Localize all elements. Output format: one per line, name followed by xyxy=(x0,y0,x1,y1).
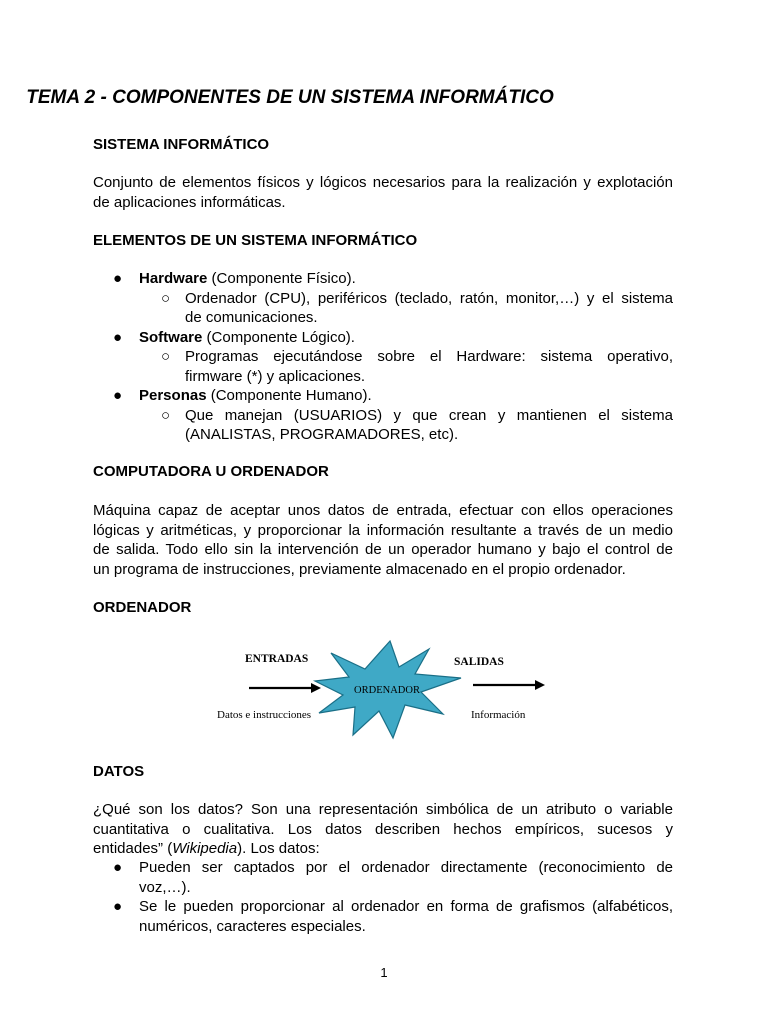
elements-list xyxy=(93,269,673,445)
list-item-line: voz,…). xyxy=(139,878,191,896)
heading-computadora: COMPUTADORA U ORDENADOR xyxy=(93,463,329,480)
circle-bullet-icon: ○ xyxy=(161,406,171,424)
term-personas: Personas xyxy=(139,387,207,404)
page-number: 1 xyxy=(380,965,388,980)
term-description: (Componente Lógico). xyxy=(202,328,355,346)
sub-item-line: Que manejan (USUARIOS) y que crean y mantienen el sistema xyxy=(185,406,673,424)
sub-item-line: Programas ejecutándose sobre el Hardware: sistema operativo, xyxy=(185,348,673,365)
bullet-icon: ● xyxy=(113,387,123,404)
wikipedia-reference: Wikipedia xyxy=(172,840,238,857)
sub-list-item xyxy=(93,347,673,386)
list-item-line: numéricos, caracteres especiales. xyxy=(139,917,366,935)
sub-item-line: (ANALISTAS, PROGRAMADORES, etc). xyxy=(185,426,459,443)
paragraph-line: de aplicaciones informáticas. xyxy=(93,193,286,211)
paragraph-line: Conjunto de elementos físicos y lógicos necesarios para la realización y explotación xyxy=(93,174,673,191)
heading-sistema-informatico: SISTEMA INFORMÁTICO xyxy=(93,136,270,153)
label-datos: Datos e instrucciones xyxy=(217,709,312,721)
paragraph-line: un programa de instrucciones, previamente almacenado en el propio ordenador. xyxy=(93,560,626,578)
label-ordenador: ORDENADOR xyxy=(354,685,420,696)
bullet-icon: ● xyxy=(113,859,123,876)
paragraph-sistema-informatico xyxy=(93,173,673,212)
bullet-icon: ● xyxy=(113,898,123,915)
label-salidas: SALIDAS xyxy=(454,656,504,668)
list-item xyxy=(93,858,673,897)
list-item xyxy=(93,897,673,936)
ordenador-diagram xyxy=(215,637,550,740)
list-item-line: Se le pueden proporcionar al ordenador en forma de grafismos (alfabéticos, xyxy=(139,898,673,915)
sub-item-line: de comunicaciones. xyxy=(185,309,318,326)
term-software: Software xyxy=(139,328,203,346)
list-item-line: Pueden ser captados por el ordenador directamente (reconocimiento de xyxy=(139,859,673,876)
circle-bullet-icon: ○ xyxy=(161,348,171,365)
list-item-personas xyxy=(93,386,673,406)
document-title: TEMA 2 - COMPONENTES DE UN SISTEMA INFORMÁTICO xyxy=(26,87,554,108)
paragraph-text: ). Los datos: xyxy=(237,840,320,857)
list-item-hardware xyxy=(93,269,673,289)
paragraph-line: ¿Qué son los datos? Son una representación simbólica de un atributo o variable xyxy=(93,801,673,818)
sub-item-line: Ordenador (CPU), periféricos (teclado, ratón, monitor,…) y el sistema xyxy=(185,289,673,307)
heading-datos: DATOS xyxy=(93,763,145,780)
paragraph-line: de salida. Todo ello sin la intervención de un operador humano y bajo el control de xyxy=(93,541,673,558)
paragraph-datos xyxy=(93,800,673,859)
paragraph-text: entidades” ( xyxy=(93,840,173,857)
term-description: (Componente Humano). xyxy=(206,387,372,404)
circle-bullet-icon: ○ xyxy=(161,289,171,307)
paragraph-line: lógicas y aritméticas, y proporcionar la información resultante a través de un medio xyxy=(93,521,673,539)
paragraph-line: cuantitativa o cualitativa. Los datos describen hechos empíricos, sucesos y xyxy=(93,820,673,838)
paragraph-line: Máquina capaz de aceptar unos datos de entrada, efectuar con ellos operaciones xyxy=(93,502,673,519)
sub-item-line: firmware (*) y aplicaciones. xyxy=(185,367,366,385)
paragraph-computadora xyxy=(93,501,673,579)
bullet-icon: ● xyxy=(113,270,123,287)
bullet-icon: ● xyxy=(113,328,123,346)
term-hardware: Hardware xyxy=(139,270,208,287)
heading-ordenador: ORDENADOR xyxy=(93,599,192,616)
heading-elementos: ELEMENTOS DE UN SISTEMA INFORMÁTICO xyxy=(93,232,418,249)
sub-list-item xyxy=(93,406,673,445)
term-description: (Componente Físico). xyxy=(207,270,356,287)
label-informacion: Información xyxy=(471,709,526,721)
sub-list-item xyxy=(93,289,673,328)
label-entradas: ENTRADAS xyxy=(245,653,309,665)
list-item-software xyxy=(93,328,673,348)
datos-list xyxy=(93,858,673,936)
